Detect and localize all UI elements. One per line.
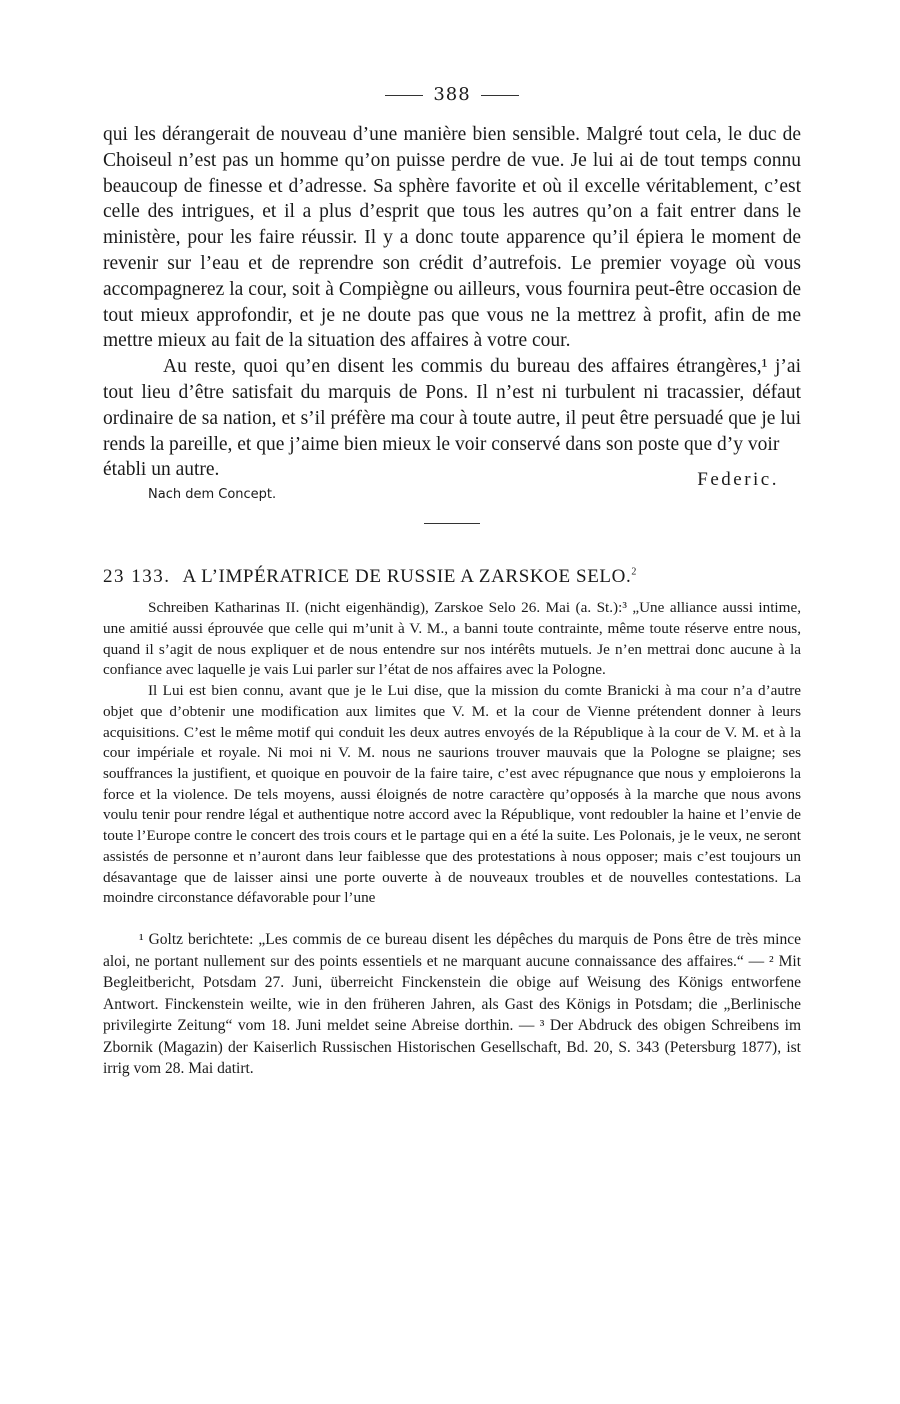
letter-last-line: établi un autre. (103, 459, 220, 481)
quote-paragraph-1: Schreiben Katharinas II. (nicht eigenhändig), Zarskoe Selo 26. Mai (a. St.):³ „Une alliance aussi intime, une amitié aussi éprouvée que celle qui m’unit à V. M., a banni toute contrainte, même toute réserve entre nous, quand il s’agit de nous expliquer et de nous entendre sur nos intérêts mutuels. Je n’en mettrai donc aucune à la confiance avec laquelle je vais Lui parler sur l’état de nos affaires avec la Pologne. (103, 599, 801, 679)
book-page (103, 84, 801, 1080)
quote-paragraph-2: Il Lui est bien connu, avant que je le Lui dise, que la mission du comte Branicki à ma cour n’a d’autre objet que d’obtenir une modification aux limites que V. M. et la cour de Vienne prétendent donner à leurs acquisitions. C’est le même motif qui conduit les deux autres envoyés de la République à la cour de V. M. et à la cour impériale et royale. Ni moi ni V. M. nous ne saurions trouver mauvais que la Pologne se plaigne; ses souffrances la justifient, et quoique en pouvoir de la faire taire, c’est avec répugnance que nous y emploierons la force et la violence. De tels moyens, aussi éloignés de notre caractère qu’opposés à la marche que nous avons voulu tenir pour rendre légal et authentique notre accord avec la République, vont redoubler la haine et l’envie de toute l’Europe contre le concert des trois cours et le partage qui en a été la suite. Les Polonais, je le veux, ne seront assistés de personne et n’auront dans leur faiblesse que des protestations à nous opposer; mais c’est toujours un désavantage que de laisser ainsi une porte ouverte à de nouveaux troubles et de nouvelles contestations. La moindre circonstance défavorable pour l’une (103, 682, 801, 907)
page-number-dash-right (481, 95, 519, 96)
document-title: A L’IMPÉRATRICE DE RUSSIE A ZARSKOE SELO. (182, 566, 632, 588)
document-number: 23 133. (103, 566, 171, 588)
source-note: Nach dem Concept. (148, 487, 277, 503)
footnotes-text: ¹ Goltz berichtete: „Les commis de ce bureau disent les dépêches du marquis de Pons être de très mince aloi, ne portant nullement sur des points essentiels et ne marquant aucune connaissance des affaires.“ — ² Mit Begleitbericht, Potsdam 27. Juni, überreicht Finckenstein die obige auf Weisung des Königs entworfene Antwort. Finckenstein weilte, wie in den früheren Jahren, als Gast des Königs in Potsdam; die „Berlinische privilegirte Zeitung“ vom 18. Juni meldet seine Abreise dorthin. — ³ Der Abdruck des obigen Schreibens im Zbornik (Magazin) der Kaiserlich Russischen Historischen Gesellschaft, Bd. 20, S. 343 (Petersburg 1877), ist irrig vom 28. Mai datirt. (103, 930, 801, 1078)
document-title-footnote-ref: 2 (631, 567, 637, 579)
letter-closing (103, 457, 801, 505)
page-number (103, 84, 801, 106)
letter-paragraph-2: Au reste, quoi qu’en disent les commis du bureau des affaires étrangères,¹ j’ai tout lieu d’être satisfait du marquis de Pons. Il n’est ni turbulent ni tracassier, défaut ordinaire de sa nation, et s’il préfère ma cour à toute autre, il peut être persuadé que je lui rends la pareille, et que j’aime bien mieux le voir conservé dans son poste que d’y voir (103, 356, 801, 455)
letter-body (103, 122, 801, 457)
document-heading (103, 564, 801, 590)
page-number-text: 388 (433, 84, 471, 105)
signature: Federic. (697, 469, 779, 491)
footnotes (103, 929, 801, 1080)
letter-paragraph-1: qui les dérangerait de nouveau d’une manière bien sensible. Malgré tout cela, le duc de Choiseul n’est pas un homme qu’on puisse perdre de vue. Je lui ai de tout temps connu beaucoup de finesse et d’adresse. Sa sphère favorite et où il excelle véritablement, c’est celle des intrigues, et il a plus d’esprit que tous les autres qu’on a fait entrer dans le ministère, pour les faire réussir. Il y a donc toute apparence qu’il épiera le moment de revenir sur l’eau et de reprendre son crédit d’autrefois. Le premier voyage où vous accompagnerez la cour, soit à Compiègne ou ailleurs, vous fournira peut-être occasion de tout mieux approfondir, et je ne doute pas que vous ne la mettrez à profit, afin de me mettre mieux au fait de la situation des affaires à votre cour. (103, 124, 801, 352)
page-number-dash-left (385, 95, 423, 96)
quoted-letter (103, 598, 801, 909)
section-separator (424, 523, 480, 524)
